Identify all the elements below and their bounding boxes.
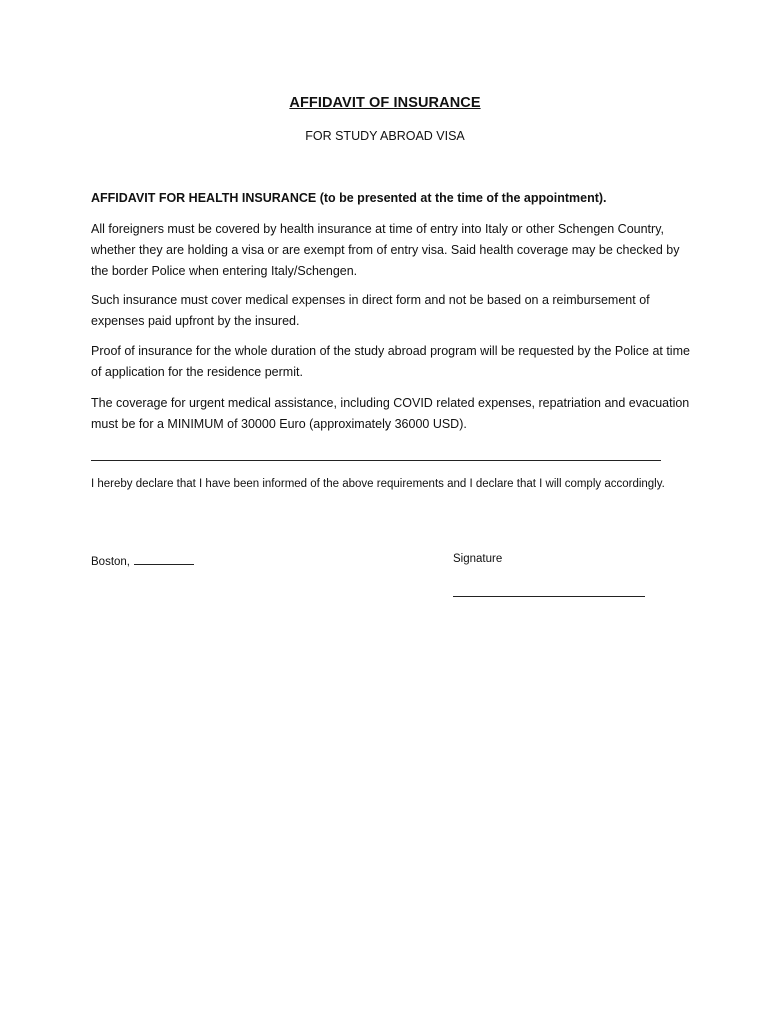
document-title: AFFIDAVIT OF INSURANCE xyxy=(289,95,481,111)
document-subtitle: FOR STUDY ABROAD VISA xyxy=(305,129,465,143)
place-label: Boston, xyxy=(91,556,130,568)
paragraph-coverage-requirement: All foreigners must be covered by health insurance at time of entry into Italy or other Schengen Country, whether they are holding a visa or are exempt from of entry visa. Said health coverage may be checked by the border Police when entering Italy/Schengen. xyxy=(91,222,680,278)
declaration-text: I hereby declare that I have been informed of the above requirements and I declare that I will comply accordingly. xyxy=(91,478,665,490)
section-heading: AFFIDAVIT FOR HEALTH INSURANCE (to be presented at the time of the appointment). xyxy=(91,191,607,205)
date-blank-field[interactable] xyxy=(134,553,194,565)
paragraph-proof-of-insurance: Proof of insurance for the whole duration of the study abroad program will be requested by the Police at time of application for the residence permit. xyxy=(91,344,690,379)
signature-line-field[interactable] xyxy=(453,596,645,597)
paragraph-minimum-coverage: The coverage for urgent medical assistance, including COVID related expenses, repatriation and evacuation must be for a MINIMUM of 30000 Euro (approximately 36000 USD). xyxy=(91,396,690,431)
place-date-line xyxy=(91,553,194,568)
separator-line xyxy=(91,460,661,461)
signature-label: Signature xyxy=(453,553,503,565)
paragraph-direct-form: Such insurance must cover medical expenses in direct form and not be based on a reimbursement of expenses paid upfront by the insured. xyxy=(91,293,650,328)
